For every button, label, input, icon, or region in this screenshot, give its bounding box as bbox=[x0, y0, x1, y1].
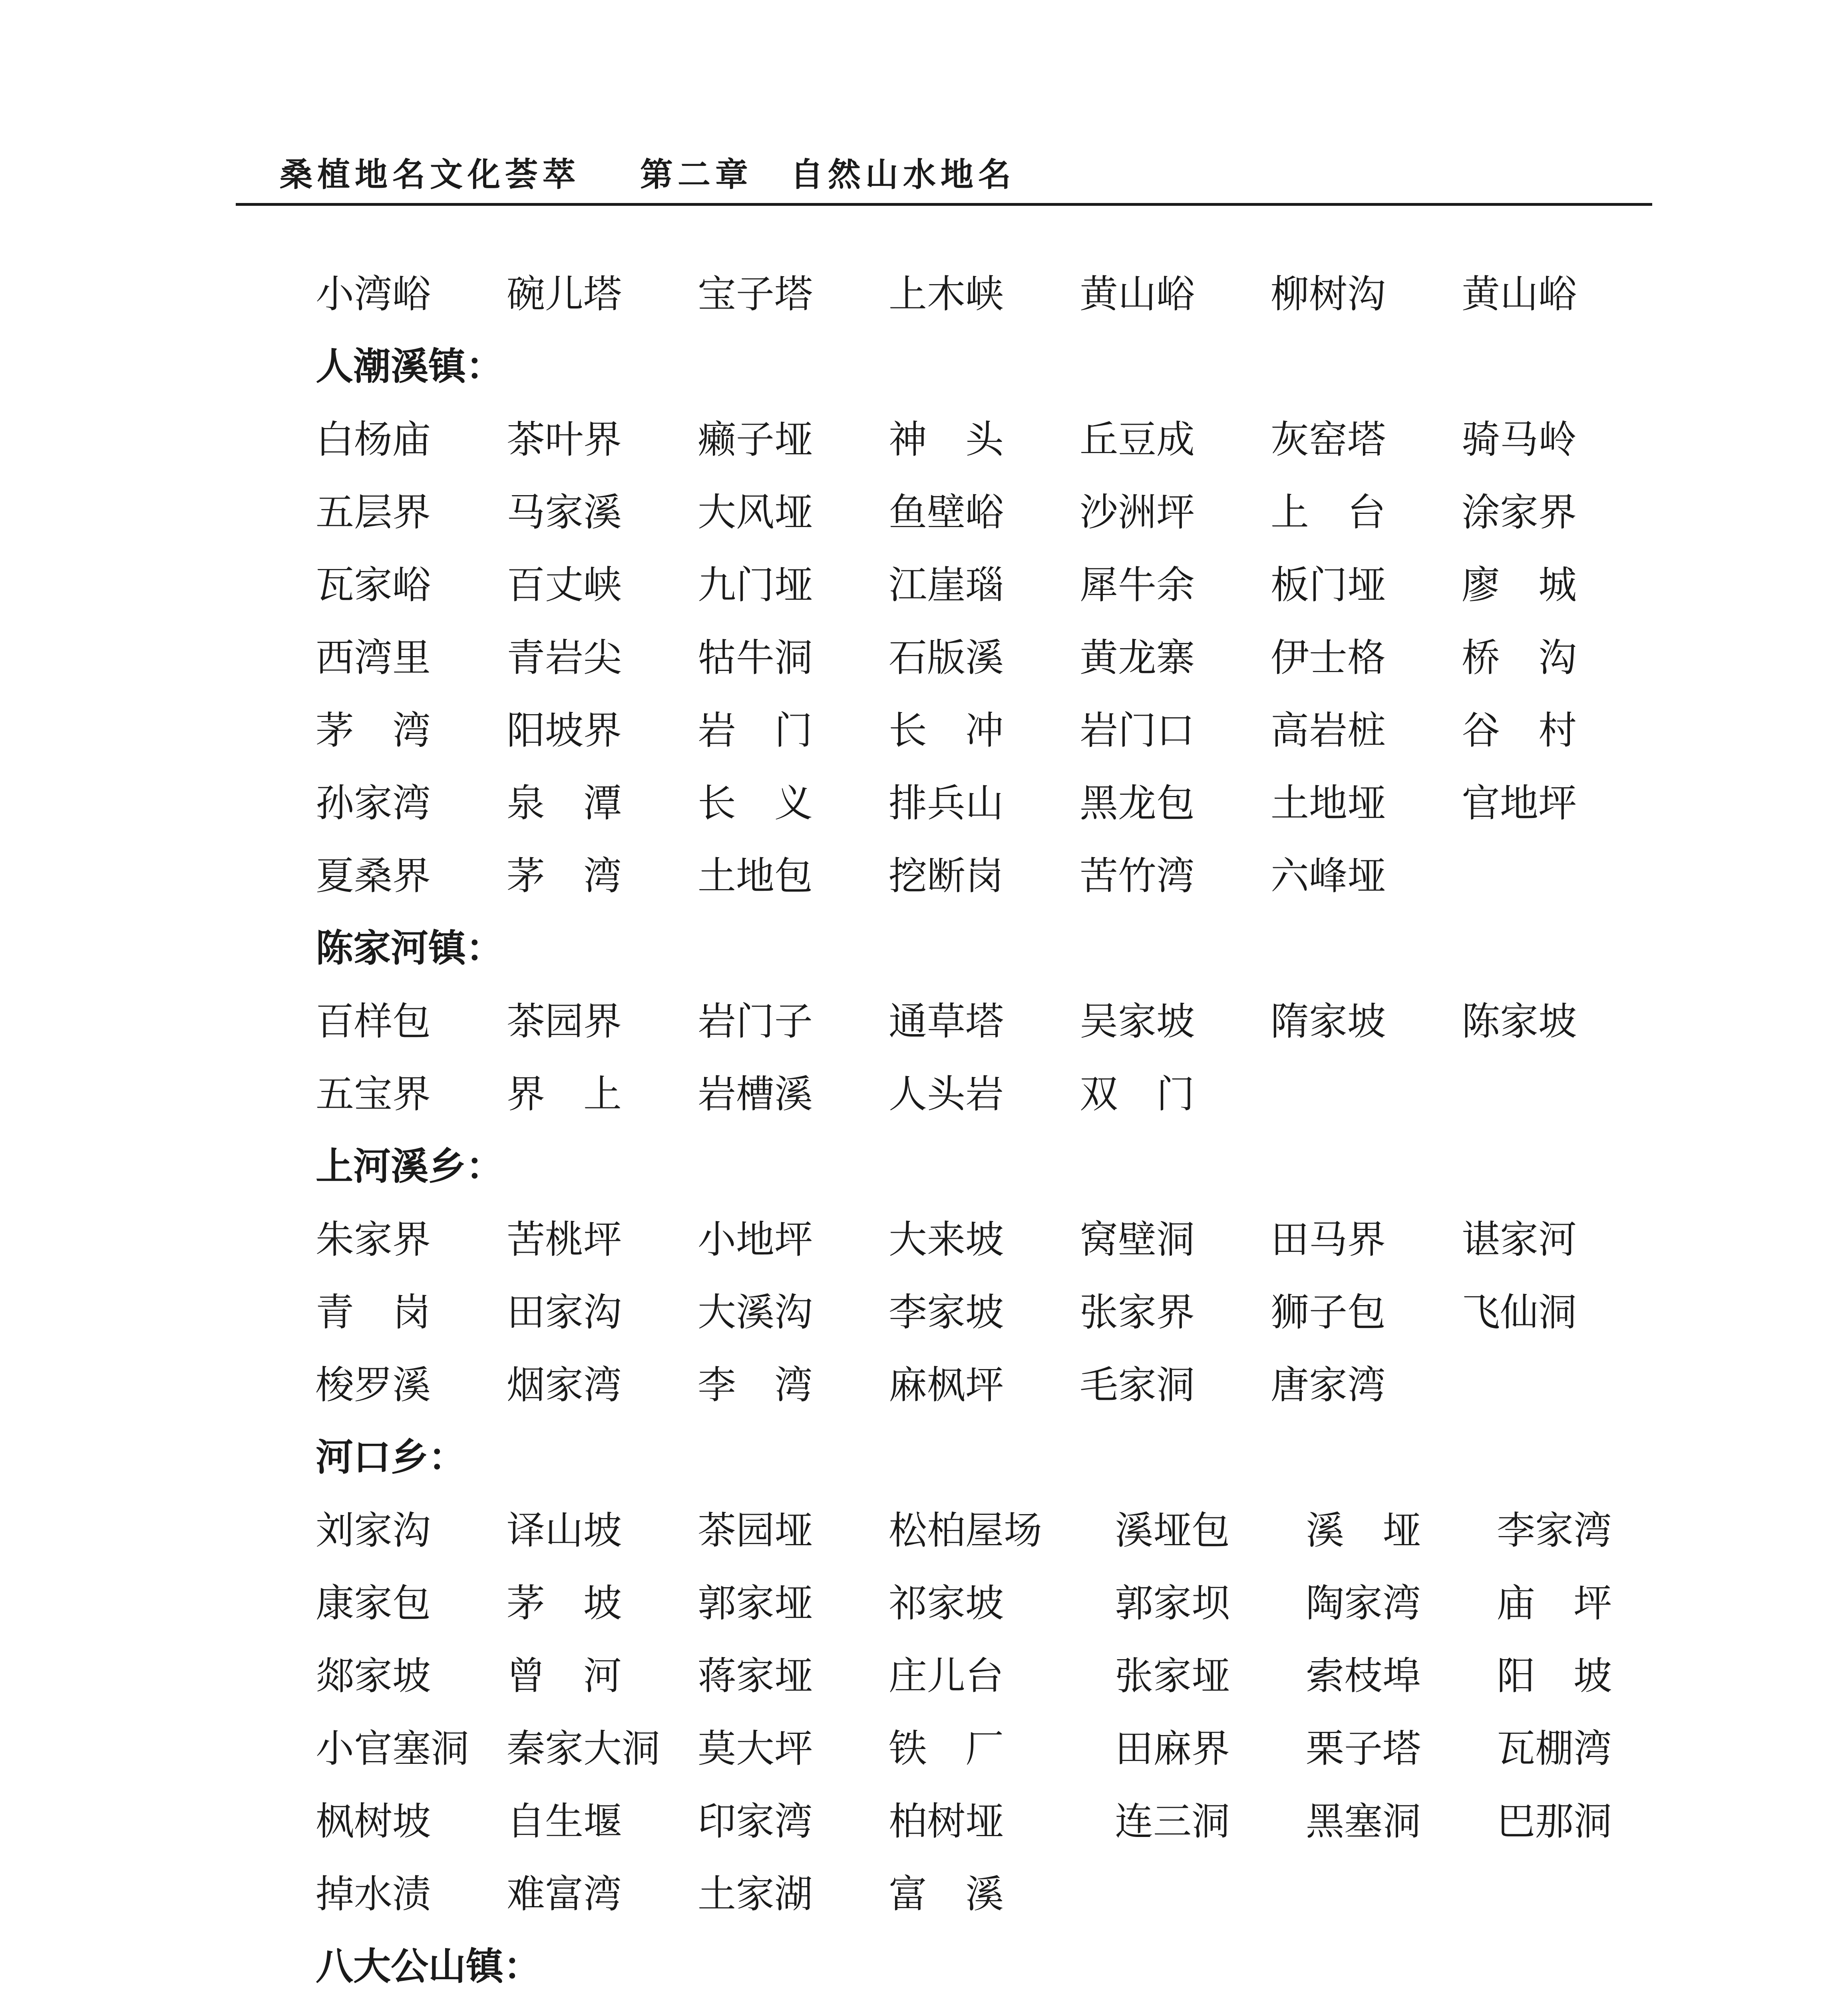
place-name: 铁 厂 bbox=[889, 1726, 1004, 1771]
place-name: 石版溪 bbox=[889, 635, 1004, 680]
header-rule bbox=[236, 203, 1652, 206]
place-name-row bbox=[316, 1858, 1674, 1930]
place-name: 祁家坡 bbox=[889, 1581, 1004, 1626]
place-name-row bbox=[316, 1349, 1674, 1421]
place-name-row bbox=[316, 621, 1674, 694]
place-name: 青 岗 bbox=[316, 1290, 431, 1335]
place-name: 土地垭 bbox=[1271, 781, 1386, 826]
place-name: 沙洲坪 bbox=[1080, 490, 1195, 535]
place-name: 自生堰 bbox=[507, 1799, 622, 1844]
place-name: 康家包 bbox=[316, 1581, 431, 1626]
place-name: 神 头 bbox=[889, 417, 1004, 462]
place-name-row bbox=[316, 476, 1674, 549]
place-name-row bbox=[316, 1567, 1674, 1640]
place-name: 大风垭 bbox=[698, 490, 813, 535]
place-name-row bbox=[316, 985, 1674, 1058]
place-name-row bbox=[316, 549, 1674, 621]
place-name: 通草塔 bbox=[889, 999, 1004, 1044]
place-name: 泉 潭 bbox=[507, 781, 622, 826]
place-name: 阳坡界 bbox=[507, 708, 622, 753]
place-name: 难富湾 bbox=[507, 1872, 622, 1916]
place-name: 江崖瑙 bbox=[889, 563, 1004, 607]
place-name: 陈家坡 bbox=[1462, 999, 1577, 1044]
place-name: 百丈峡 bbox=[507, 563, 622, 607]
place-name: 骑马岭 bbox=[1462, 417, 1577, 462]
place-name: 飞仙洞 bbox=[1462, 1290, 1577, 1335]
place-name: 梭罗溪 bbox=[316, 1363, 431, 1407]
place-name: 孙家湾 bbox=[316, 781, 431, 826]
place-name-row bbox=[316, 767, 1674, 840]
place-name: 索枝埠 bbox=[1306, 1654, 1421, 1698]
place-name-row bbox=[316, 1276, 1674, 1349]
place-name: 毛家洞 bbox=[1080, 1363, 1195, 1407]
place-name: 土家湖 bbox=[698, 1872, 813, 1916]
place-name: 朱家界 bbox=[316, 1217, 431, 1262]
place-name: 犀牛余 bbox=[1080, 563, 1195, 607]
section-heading: 人潮溪镇： bbox=[316, 345, 504, 388]
place-name: 莫大坪 bbox=[698, 1726, 813, 1771]
place-name: 黄龙寨 bbox=[1080, 635, 1195, 680]
place-name-row bbox=[316, 258, 1674, 330]
place-name: 小湾峪 bbox=[316, 272, 431, 316]
place-name: 桥 沟 bbox=[1462, 635, 1577, 680]
place-name: 茅 湾 bbox=[316, 708, 431, 753]
place-name: 柏树垭 bbox=[889, 1799, 1004, 1844]
place-name: 译山坡 bbox=[507, 1508, 622, 1553]
place-name: 郭家垭 bbox=[698, 1581, 813, 1626]
place-name: 李家湾 bbox=[1497, 1508, 1612, 1553]
place-name: 巴那洞 bbox=[1497, 1799, 1612, 1844]
place-name: 张家界 bbox=[1080, 1290, 1195, 1335]
place-name: 郯家坡 bbox=[316, 1654, 431, 1698]
book-title: 桑植地名文化荟萃 bbox=[280, 156, 581, 194]
place-name: 麻枫坪 bbox=[889, 1363, 1004, 1407]
place-name: 李 湾 bbox=[698, 1363, 813, 1407]
place-name: 板门垭 bbox=[1271, 563, 1386, 607]
place-name: 西湾里 bbox=[316, 635, 431, 680]
place-name: 灰窑塔 bbox=[1271, 417, 1386, 462]
place-name-row bbox=[316, 1785, 1674, 1858]
place-name-row bbox=[316, 1058, 1674, 1130]
place-name: 官地坪 bbox=[1462, 781, 1577, 826]
place-name: 瓦家峪 bbox=[316, 563, 431, 607]
place-name: 茶园垭 bbox=[698, 1508, 813, 1553]
place-name: 烟家湾 bbox=[507, 1363, 622, 1407]
place-name: 刘家沟 bbox=[316, 1508, 431, 1553]
place-name: 伊士格 bbox=[1271, 635, 1386, 680]
place-name: 唐家湾 bbox=[1271, 1363, 1386, 1407]
place-name: 五层界 bbox=[316, 490, 431, 535]
section-heading: 陈家河镇： bbox=[316, 927, 504, 970]
place-name: 枫树坡 bbox=[316, 1799, 431, 1844]
place-name: 张家垭 bbox=[1115, 1654, 1230, 1698]
place-name: 大来坡 bbox=[889, 1217, 1004, 1262]
place-name-row bbox=[316, 1203, 1674, 1276]
place-name: 柳树沟 bbox=[1271, 272, 1386, 316]
place-name: 夏桑界 bbox=[316, 854, 431, 898]
place-name: 黑龙包 bbox=[1080, 781, 1195, 826]
place-name: 牯牛洞 bbox=[698, 635, 813, 680]
place-name: 上 台 bbox=[1271, 490, 1386, 535]
place-name: 九门垭 bbox=[698, 563, 813, 607]
place-name: 长 冲 bbox=[889, 708, 1004, 753]
place-name: 溪垭包 bbox=[1115, 1508, 1230, 1553]
running-header bbox=[280, 149, 1016, 195]
section-heading: 河口乡： bbox=[316, 1436, 466, 1479]
place-name: 丘豆成 bbox=[1080, 417, 1195, 462]
place-name: 马家溪 bbox=[507, 490, 622, 535]
place-name: 小官塞洞 bbox=[316, 1726, 469, 1771]
place-name-row bbox=[316, 840, 1674, 912]
place-name: 茶园界 bbox=[507, 999, 622, 1044]
place-name-row bbox=[316, 1494, 1674, 1567]
place-name: 掉水渍 bbox=[316, 1872, 431, 1916]
place-name: 印家湾 bbox=[698, 1799, 813, 1844]
place-name: 茅 湾 bbox=[507, 854, 622, 898]
place-name: 茅 坡 bbox=[507, 1581, 622, 1626]
place-name: 长 义 bbox=[698, 781, 813, 826]
place-name: 松柏屋场 bbox=[889, 1508, 1042, 1553]
place-name: 岩槽溪 bbox=[698, 1072, 813, 1116]
place-name: 连三洞 bbox=[1115, 1799, 1230, 1844]
place-name: 碗儿塔 bbox=[507, 272, 622, 316]
place-name: 挖断岗 bbox=[889, 854, 1004, 898]
place-name: 黑塞洞 bbox=[1306, 1799, 1421, 1844]
place-name: 谷 村 bbox=[1462, 708, 1577, 753]
place-name-row bbox=[316, 1712, 1674, 1785]
place-name: 秦家大洞 bbox=[507, 1726, 660, 1771]
place-name: 苦桃坪 bbox=[507, 1217, 622, 1262]
place-name: 六峰垭 bbox=[1271, 854, 1386, 898]
place-name: 岩门口 bbox=[1080, 708, 1195, 753]
place-name-row bbox=[316, 403, 1674, 476]
place-name: 庙 坪 bbox=[1497, 1581, 1612, 1626]
place-name: 上木峡 bbox=[889, 272, 1004, 316]
place-name: 高岩桩 bbox=[1271, 708, 1386, 753]
place-name: 溪 垭 bbox=[1306, 1508, 1421, 1553]
place-name: 廖 城 bbox=[1462, 563, 1577, 607]
place-name: 蒋家垭 bbox=[698, 1654, 813, 1698]
place-name: 大溪沟 bbox=[698, 1290, 813, 1335]
place-name: 双 门 bbox=[1080, 1072, 1195, 1116]
place-name: 庄儿台 bbox=[889, 1654, 1004, 1698]
place-name: 陶家湾 bbox=[1306, 1581, 1421, 1626]
place-name: 排兵山 bbox=[889, 781, 1004, 826]
place-name: 小地坪 bbox=[698, 1217, 813, 1262]
place-name: 黄山峪 bbox=[1080, 272, 1195, 316]
place-name: 界 上 bbox=[507, 1072, 622, 1116]
place-name: 岩 门 bbox=[698, 708, 813, 753]
place-name: 田麻界 bbox=[1115, 1726, 1230, 1771]
place-name: 隋家坡 bbox=[1271, 999, 1386, 1044]
place-name: 青岩尖 bbox=[507, 635, 622, 680]
place-name: 人头岩 bbox=[889, 1072, 1004, 1116]
place-name-row bbox=[316, 1640, 1674, 1712]
place-name: 白杨庙 bbox=[316, 417, 431, 462]
place-name: 五宝界 bbox=[316, 1072, 431, 1116]
section-heading: 上河溪乡： bbox=[316, 1145, 504, 1188]
place-name: 岩门子 bbox=[698, 999, 813, 1044]
place-name: 土地包 bbox=[698, 854, 813, 898]
place-name: 阳 坡 bbox=[1497, 1654, 1612, 1698]
place-name: 苦竹湾 bbox=[1080, 854, 1195, 898]
place-name: 百样包 bbox=[316, 999, 431, 1044]
place-name: 田家沟 bbox=[507, 1290, 622, 1335]
place-name: 茶叶界 bbox=[507, 417, 622, 462]
place-name: 郭家坝 bbox=[1115, 1581, 1230, 1626]
place-name: 曾 河 bbox=[507, 1654, 622, 1698]
place-name: 李家坡 bbox=[889, 1290, 1004, 1335]
section-heading: 八大公山镇： bbox=[316, 1945, 541, 1988]
place-name: 鱼壁峪 bbox=[889, 490, 1004, 535]
place-name: 吴家坡 bbox=[1080, 999, 1195, 1044]
place-name: 谌家河 bbox=[1462, 1217, 1577, 1262]
place-name: 黄山峪 bbox=[1462, 272, 1577, 316]
place-name: 瓦棚湾 bbox=[1497, 1726, 1612, 1771]
place-name: 涂家界 bbox=[1462, 490, 1577, 535]
place-name: 狮子包 bbox=[1271, 1290, 1386, 1335]
place-name-row bbox=[316, 694, 1674, 767]
place-name: 窝壁洞 bbox=[1080, 1217, 1195, 1262]
place-name: 宝子塔 bbox=[698, 272, 813, 316]
place-name-list bbox=[316, 258, 1674, 1998]
place-name: 田马界 bbox=[1271, 1217, 1386, 1262]
place-name: 栗子塔 bbox=[1306, 1726, 1421, 1771]
place-name: 富 溪 bbox=[889, 1872, 1004, 1916]
chapter-title: 第二章 自然山水地名 bbox=[640, 156, 1016, 194]
place-name: 癞子垭 bbox=[698, 417, 813, 462]
